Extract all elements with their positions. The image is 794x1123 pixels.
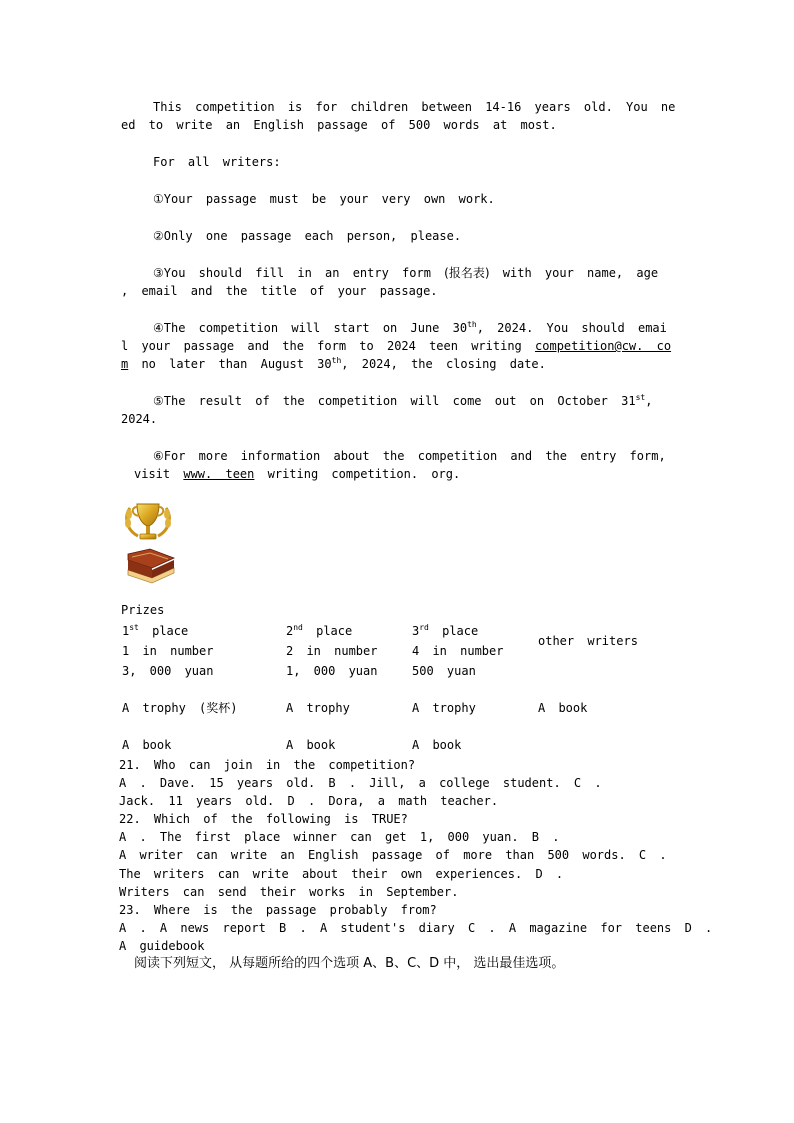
first-place-number: 1 bbox=[122, 624, 130, 638]
question-line: A writer can write an English passage of more than 500 words. C . bbox=[119, 848, 667, 862]
third-place-money: 500 yuan bbox=[412, 664, 476, 678]
second-place-sup: nd bbox=[293, 623, 303, 632]
second-place-trophy: A trophy bbox=[286, 701, 350, 715]
first-place-money: 3, 000 yuan bbox=[122, 664, 214, 678]
rule-3-cjk: (报名表) bbox=[444, 266, 490, 280]
question-line: A . Dave. 15 years old. B . Jill, a college student. C . bbox=[119, 776, 602, 790]
first-place-trophy: A trophy (奖杯) bbox=[122, 701, 238, 715]
second-place-label: place bbox=[302, 624, 353, 638]
rule-3-line-1 bbox=[153, 264, 658, 282]
rule-4-text-a: ④The competition will start on June 30 bbox=[153, 321, 468, 335]
question-line: A . The first place winner can get 1, 000 yuan. B . bbox=[119, 830, 560, 844]
third-place-book: A book bbox=[412, 738, 462, 752]
rule-4-sup-1: th bbox=[467, 320, 477, 329]
rule-5-text-a: ⑤The result of the competition will come out on October 31 bbox=[153, 394, 636, 408]
other-writers-header: other writers bbox=[538, 634, 638, 648]
rule-4-text-b: , 2024. You should emai bbox=[476, 321, 667, 335]
for-all-writers-heading: For all writers: bbox=[153, 155, 281, 169]
question-line: A guidebook bbox=[119, 939, 205, 953]
rule-5-line-2: 2024. bbox=[121, 412, 158, 426]
prizes-title: Prizes bbox=[121, 603, 165, 617]
rule-6-line-2 bbox=[134, 465, 460, 483]
email-link-part-1[interactable]: competition@cw. co bbox=[535, 339, 672, 353]
email-link-part-2[interactable]: m bbox=[121, 357, 129, 371]
second-place-header bbox=[286, 622, 352, 640]
third-place-count: 4 in number bbox=[412, 644, 504, 658]
second-place-money: 1, 000 yuan bbox=[286, 664, 378, 678]
intro-line-2: ed to write an English passage of 500 words at most. bbox=[121, 118, 557, 132]
question-line: 21. Who can join in the competition? bbox=[119, 758, 416, 772]
rule-5-text-b: , bbox=[645, 394, 653, 408]
rule-2: ②Only one passage each person, please. bbox=[153, 229, 462, 243]
instruction-text: 阅读下列短文， 从每题所给的四个选项 A、B、C、D 中， 选出最佳选项。 bbox=[134, 956, 565, 971]
question-line: A . A news report B . A student's diary C . A magazine for teens D . bbox=[119, 921, 713, 935]
third-place-label: place bbox=[428, 624, 479, 638]
trophy-icon bbox=[122, 500, 174, 544]
question-line: The writers can write about their own experiences. D . bbox=[119, 867, 564, 881]
third-place-number: 3 bbox=[412, 624, 420, 638]
rule-6-line-1: ⑥For more information about the competition and the entry form, bbox=[153, 449, 666, 463]
rule-4-line-2 bbox=[121, 337, 671, 355]
intro-line-1: This competition is for children between 14-16 years old. You ne bbox=[153, 100, 676, 114]
visit-text: visit bbox=[134, 467, 184, 481]
website-rest: writing competition. org. bbox=[254, 467, 461, 481]
rule-4-line-3-text-b: , 2024, the closing date. bbox=[341, 357, 546, 371]
rule-4-sup-2: th bbox=[331, 356, 342, 365]
first-place-label: place bbox=[138, 624, 189, 638]
rule-3-text-a: ③You should fill in an entry form bbox=[153, 266, 445, 280]
second-place-number: 2 bbox=[286, 624, 294, 638]
rule-3-text-b: with your name, age bbox=[489, 266, 659, 280]
question-line: Writers can send their works in September. bbox=[119, 885, 459, 899]
first-place-sup: st bbox=[129, 623, 139, 632]
second-place-count: 2 in number bbox=[286, 644, 378, 658]
rule-4-line-3-text-a: no later than August 30 bbox=[128, 357, 332, 371]
rule-4-line-2-text: l your passage and the form to 2024 teen writing bbox=[121, 339, 536, 353]
first-place-header bbox=[122, 622, 188, 640]
website-link[interactable]: www. teen bbox=[183, 467, 255, 481]
rule-4-line-3 bbox=[121, 355, 546, 373]
third-place-header bbox=[412, 622, 478, 640]
book-icon bbox=[124, 548, 176, 584]
first-place-count: 1 in number bbox=[122, 644, 214, 658]
question-line: Jack. 11 years old. D . Dora, a math teacher. bbox=[119, 794, 499, 808]
rule-3-line-2: , email and the title of your passage. bbox=[121, 284, 438, 298]
second-place-book: A book bbox=[286, 738, 336, 752]
first-place-book: A book bbox=[122, 738, 172, 752]
rule-4-line-1 bbox=[153, 319, 667, 337]
question-line: 23. Where is the passage probably from? bbox=[119, 903, 437, 917]
question-line: 22. Which of the following is TRUE? bbox=[119, 812, 408, 826]
rule-5-line-1 bbox=[153, 392, 652, 410]
third-place-trophy: A trophy bbox=[412, 701, 476, 715]
other-writers-book: A book bbox=[538, 701, 588, 715]
rule-1: ①Your passage must be your very own work. bbox=[153, 192, 495, 206]
rule-5-sup: st bbox=[635, 393, 646, 402]
third-place-sup: rd bbox=[419, 623, 429, 632]
